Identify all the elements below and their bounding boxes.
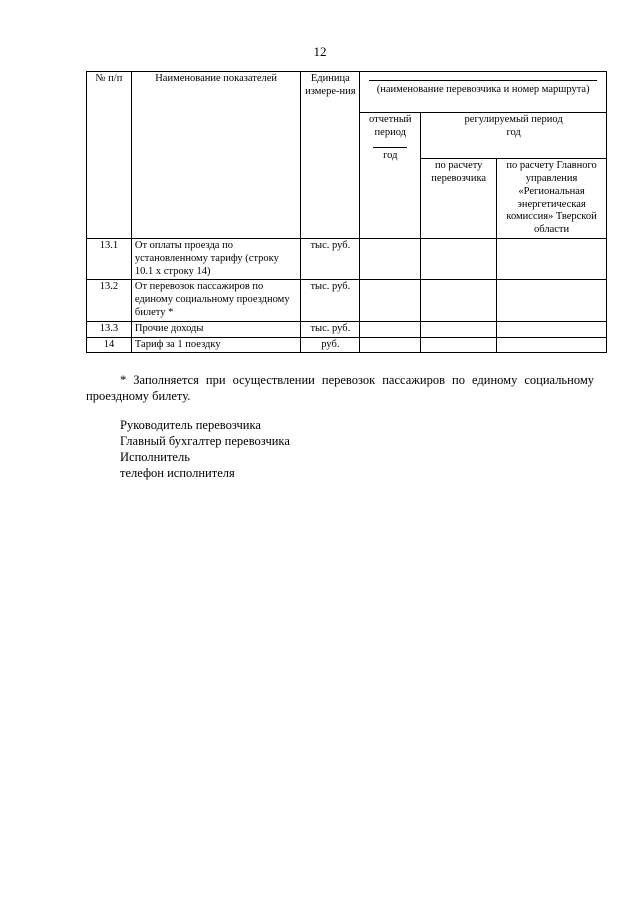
header-by-carrier: по расчету перевозчика (421, 159, 497, 239)
header-regulated-year: год (506, 126, 521, 138)
row-cell (360, 280, 421, 321)
signature-head: Руководитель перевозчика (120, 418, 261, 432)
row-name: Прочие доходы (131, 321, 301, 337)
row-unit: руб. (301, 337, 360, 353)
row-name: Тариф за 1 поездку (131, 337, 301, 353)
row-unit: тыс. руб. (301, 280, 360, 321)
row-cell (360, 337, 421, 353)
header-reporting: отчетный период (369, 114, 412, 138)
row-num: 13.1 (87, 239, 132, 280)
signature-executor: Исполнитель (120, 450, 190, 464)
table-row (87, 280, 607, 321)
carrier-blank-line (369, 79, 597, 81)
table-row (87, 321, 607, 337)
row-cell (421, 337, 497, 353)
header-regulated: регулируемый период (464, 114, 563, 125)
row-cell (497, 337, 607, 353)
footnote: * Заполняется при осуществлении перевозок пассажиров по единому социальному проездному билету. (86, 373, 594, 404)
row-cell (360, 239, 421, 280)
signature-accountant: Главный бухгалтер перевозчика (120, 434, 290, 448)
header-regulated-cell (421, 113, 607, 159)
row-num: 13.2 (87, 280, 132, 321)
header-by-commission: по расчету Главного управления «Региональная энергетическая комиссия» Тверской области (497, 159, 607, 239)
indicators-table (86, 71, 607, 353)
row-unit: тыс. руб. (301, 239, 360, 280)
header-carrier-caption: (наименование перевозчика и номер маршрута) (376, 84, 590, 95)
row-cell (421, 239, 497, 280)
row-cell (421, 280, 497, 321)
page-number: 12 (313, 44, 327, 59)
signature-phone: телефон исполнителя (120, 466, 235, 480)
row-cell (497, 321, 607, 337)
header-name: Наименование показателей (131, 72, 301, 239)
header-unit: Единица измере-ния (301, 72, 360, 239)
reporting-blank-line (373, 146, 407, 148)
header-row-1 (87, 72, 607, 113)
table-row (87, 337, 607, 353)
row-name: От перевозок пассажиров по единому социальному проездному билету * (131, 280, 301, 321)
table-row (87, 239, 607, 280)
row-cell (497, 239, 607, 280)
header-num: № п/п (87, 72, 132, 239)
row-cell (360, 321, 421, 337)
row-unit: тыс. руб. (301, 321, 360, 337)
row-cell (421, 321, 497, 337)
header-reporting-year: год (383, 149, 398, 161)
row-name: От оплаты проезда по установленному тарифу (строку 10.1 х строку 14) (131, 239, 301, 280)
header-carrier-cell (360, 72, 607, 113)
row-cell (497, 280, 607, 321)
row-num: 14 (87, 337, 132, 353)
header-reporting-cell (360, 113, 421, 239)
row-num: 13.3 (87, 321, 132, 337)
